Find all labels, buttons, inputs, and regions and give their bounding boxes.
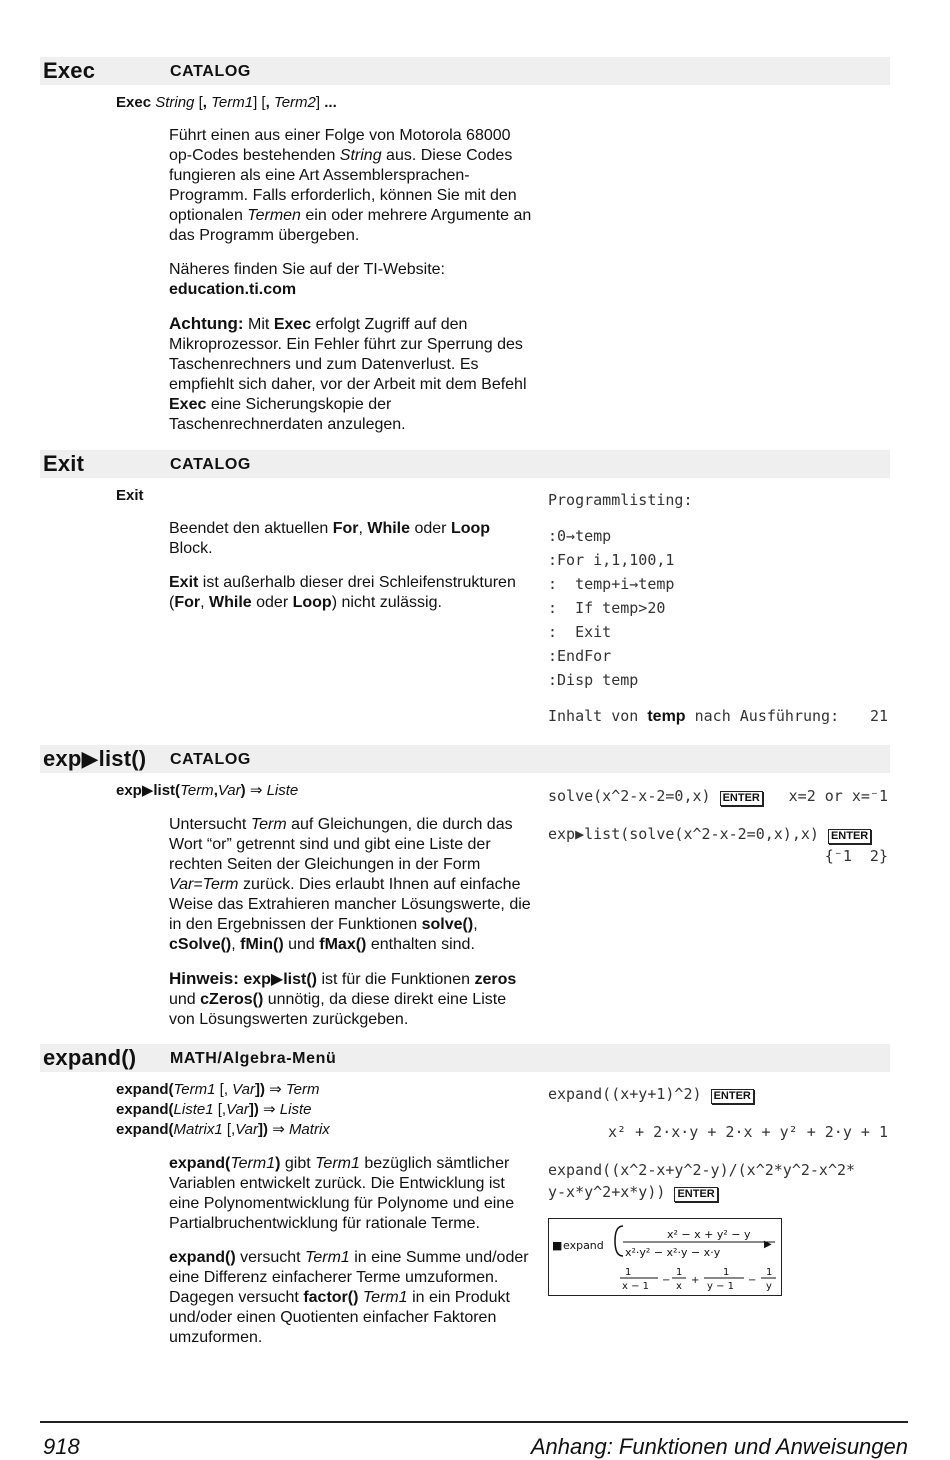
syntax-line: expand(Term1 [, Var]) ⇒ Term <box>116 1081 320 1098</box>
enter-key-icon: ENTER <box>711 1089 754 1104</box>
description-expand <box>169 1154 534 1362</box>
function-name-exit: Exit <box>43 451 85 476</box>
syntax-explist: exp▶list(Term,Var) ⇒ Liste <box>116 782 299 799</box>
syntax-exit: Exit <box>116 487 144 504</box>
calculator-screen <box>548 1218 782 1296</box>
code-line: :0→temp <box>548 527 612 545</box>
screen-op: − <box>662 1275 671 1286</box>
code-line: : If temp>20 <box>548 599 666 617</box>
screen-term-num: 1 <box>723 1267 730 1278</box>
screen-op: + <box>691 1275 700 1286</box>
syntax-exec: Exec String [, Term1] [, Term2] ... <box>116 94 337 111</box>
code-line: : Exit <box>548 623 612 641</box>
note-paragraph: Hinweis: exp▶list() ist für die Funktionen zeros und cZeros() unnötig, da diese direkt eine Liste von Lösungswerten zurückgeben. <box>169 969 517 1028</box>
code-line: :EndFor <box>548 647 612 665</box>
screen-term-num: 1 <box>625 1267 632 1278</box>
paragraph: Untersucht Term auf Gleichungen, die durch das Wort “or” getrennt sind und gibt eine Liste der rechten Seiten der Gleichungen in der Form Var=Term zurück. Dies erlaubt Ihnen auf einfache Weise das Extrahieren mancher Lösungswerte, die in den Ergebnissen der Funktionen solve(), cSolve(), fMin() und fMax() enthalten sind. <box>169 816 531 953</box>
description-exit <box>169 519 534 627</box>
example-exit <box>548 488 888 729</box>
page-number: 918 <box>43 1434 80 1459</box>
example-explist <box>548 785 888 867</box>
screen-paren-left <box>615 1226 623 1256</box>
section-header-exit <box>40 450 890 478</box>
warning-paragraph: Achtung: Mit Exec erfolgt Zugriff auf den Mikroprozessor. Ein Fehler führt zur Sperrung des Taschenrechners und zum Datenverlust. Es empfiehlt sich daher, vor der Arbeit mit dem Befehl Exec eine Sicherungskopie der Taschenrechnerdaten anzulegen. <box>169 314 527 433</box>
example-output-2: {⁻1 2} <box>824 847 888 865</box>
syntax-line: expand(Matrix1 [,Var]) ⇒ Matrix <box>116 1121 330 1138</box>
example-expand <box>548 1083 888 1203</box>
example-line-1: solve(x^2-x-2=0,x) ENTER x=2 or x=⁻1 <box>548 787 888 805</box>
example-line-2b: y-x*y^2+x*y)) ENTER <box>548 1181 888 1203</box>
example-result: Inhalt von temp nach Ausführung: 21 <box>548 707 888 725</box>
section-header-explist <box>40 745 890 773</box>
footer-rule <box>40 1421 908 1423</box>
enter-key-icon: ENTER <box>720 791 763 806</box>
paragraph: expand() versucht Term1 in eine Summe und/oder eine Differenz einfacherer Terme umzuformen. Dagegen versucht factor() Term1 in ein Produkt und/oder einen Quotienten einfacher Faktoren umzuformen. <box>169 1249 529 1346</box>
description-exec <box>169 126 534 449</box>
example-line-2a: expand((x^2-x+y^2-y)/(x^2*y^2-x^2* <box>548 1161 856 1179</box>
screen-label: expand <box>563 1239 604 1252</box>
function-name-explist: exp▶list() <box>43 746 147 771</box>
website-link[interactable]: education.ti.com <box>169 281 297 298</box>
screen-numerator: x² − x + y² − y <box>667 1228 751 1241</box>
screen-op: − <box>748 1275 757 1286</box>
example-output-1: x² + 2·x·y + 2·x + y² + 2·y + 1 <box>608 1123 888 1141</box>
paragraph: Führt einen aus einer Folge von Motorola 68000 op-Codes bestehenden String aus. Diese Codes fungieren als eine Art Assemblersprachen-Programm. Falls erforderlich, können Sie mit den optionalen Termen ein oder mehrere Argumente an das Programm übergeben. <box>169 127 532 244</box>
menu-location-expand: MATH/Algebra-Menü <box>170 1050 337 1067</box>
section-header-expand <box>40 1044 890 1072</box>
function-name-exec: Exec <box>43 58 96 83</box>
screen-term-den: y <box>766 1281 772 1292</box>
menu-location-explist: CATALOG <box>170 751 251 768</box>
paragraph: Beendet den aktuellen For, While oder Loop Block. <box>169 520 491 557</box>
enter-key-icon: ENTER <box>674 1187 717 1202</box>
enter-key-icon: ENTER <box>828 829 871 844</box>
section-header-exec <box>40 57 890 85</box>
syntax-expand <box>116 1080 330 1140</box>
menu-location-exec: CATALOG <box>170 63 251 80</box>
screen-term-num: 1 <box>766 1267 773 1278</box>
example-line-1: expand((x+y+1)^2) ENTER <box>548 1083 888 1105</box>
code-line: : temp+i→temp <box>548 575 675 593</box>
function-name-expand: expand() <box>43 1045 137 1070</box>
code-line: :Disp temp <box>548 671 639 689</box>
example-line-2: exp▶list(solve(x^2-x-2=0,x),x) ENTER <box>548 823 888 845</box>
screen-term-den: x − 1 <box>622 1281 650 1292</box>
screen-term-num: 1 <box>676 1267 683 1278</box>
code-line: :For i,1,100,1 <box>548 551 675 569</box>
paragraph: Näheres finden Sie auf der TI-Website: education.ti.com <box>169 261 445 298</box>
paragraph: Exit ist außerhalb dieser drei Schleifenstrukturen (For, While oder Loop) nicht zulässig. <box>169 574 516 611</box>
screen-bullet: ■ <box>552 1239 563 1252</box>
paragraph: expand(Term1) gibt Term1 bezüglich sämtlicher Variablen entwickelt zurück. Die Entwicklung ist eine Polynomentwicklung für Polynome und eine Partialbruchentwicklung für rationale Terme. <box>169 1155 515 1232</box>
menu-location-exit: CATALOG <box>170 456 251 473</box>
description-explist <box>169 815 534 1044</box>
running-title: Anhang: Funktionen und Anweisungen <box>530 1434 908 1459</box>
syntax-line: expand(Liste1 [,Var]) ⇒ Liste <box>116 1101 312 1118</box>
screen-term-den: y − 1 <box>707 1281 735 1292</box>
screen-term-den: x <box>676 1281 682 1292</box>
screen-denominator: x²·y² − x²·y − x·y <box>625 1246 721 1259</box>
scroll-arrow-icon: ▶ <box>764 1239 772 1250</box>
example-title: Programmlisting: <box>548 491 693 509</box>
